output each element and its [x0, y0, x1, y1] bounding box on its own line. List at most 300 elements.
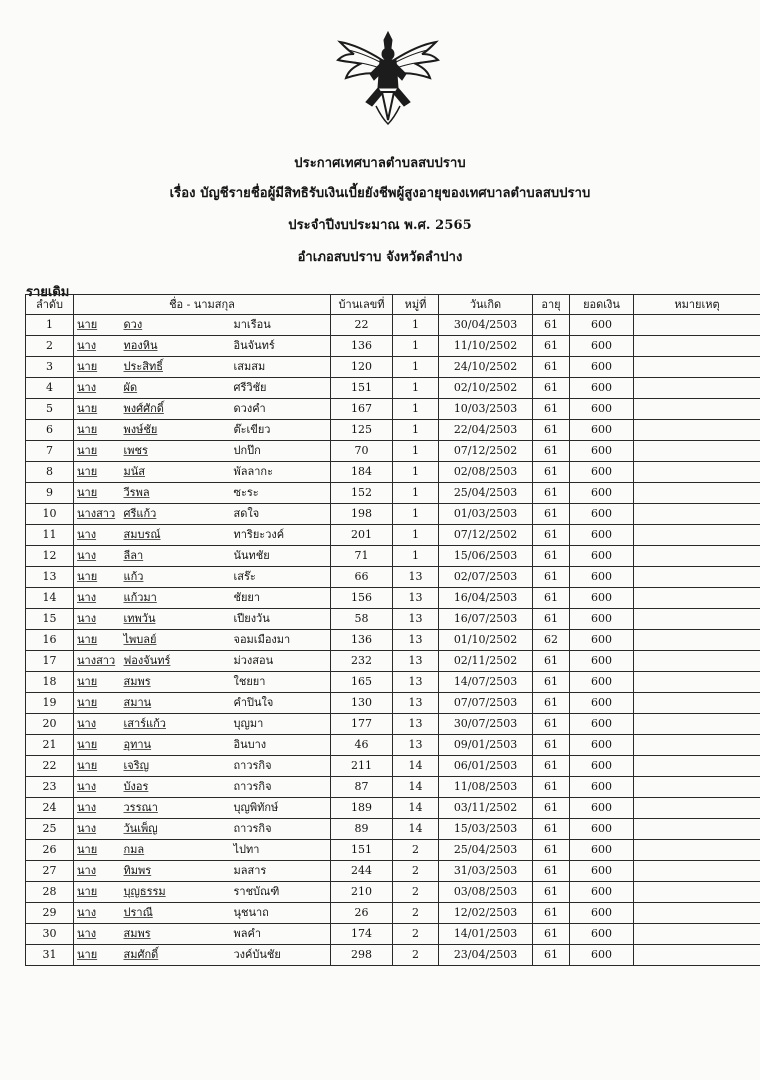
last-name-cell: ซะระ [231, 483, 331, 504]
table-row [26, 861, 760, 882]
house-number-cell: 70 [331, 441, 393, 462]
table-row [26, 735, 760, 756]
village-number-cell: 2 [393, 840, 439, 861]
row-number-cell: 3 [26, 357, 74, 378]
amount-cell: 600 [570, 756, 634, 777]
table-row [26, 672, 760, 693]
row-number-cell: 15 [26, 609, 74, 630]
row-number-cell: 20 [26, 714, 74, 735]
table-row [26, 630, 760, 651]
house-number-cell: 136 [331, 630, 393, 651]
date-of-birth-cell: 16/04/2503 [439, 588, 533, 609]
table-row [26, 756, 760, 777]
row-number-cell: 19 [26, 693, 74, 714]
amount-cell: 600 [570, 735, 634, 756]
age-cell: 61 [533, 357, 570, 378]
note-cell [634, 399, 760, 420]
amount-cell: 600 [570, 672, 634, 693]
first-name-cell: แก้วมา [121, 588, 231, 609]
date-of-birth-cell: 01/10/2502 [439, 630, 533, 651]
table-header-row [26, 295, 760, 315]
date-of-birth-cell: 07/12/2502 [439, 441, 533, 462]
row-number-cell: 17 [26, 651, 74, 672]
table-row [26, 546, 760, 567]
age-cell: 61 [533, 945, 570, 966]
row-number-cell: 30 [26, 924, 74, 945]
house-number-cell: 244 [331, 861, 393, 882]
name-title-cell: นาย [74, 756, 121, 777]
first-name-cell: ทองหิน [121, 336, 231, 357]
amount-cell: 600 [570, 903, 634, 924]
name-title-cell: นาง [74, 903, 121, 924]
amount-cell: 600 [570, 441, 634, 462]
first-name-cell: วันเพ็ญ [121, 819, 231, 840]
last-name-cell: ถาวรกิจ [231, 756, 331, 777]
date-of-birth-cell: 16/07/2503 [439, 609, 533, 630]
note-cell [634, 567, 760, 588]
age-cell: 62 [533, 630, 570, 651]
date-of-birth-cell: 07/07/2503 [439, 693, 533, 714]
house-number-cell: 184 [331, 462, 393, 483]
age-cell: 61 [533, 462, 570, 483]
name-title-cell: นาย [74, 483, 121, 504]
row-number-cell: 4 [26, 378, 74, 399]
section-label: รายเดิม [26, 285, 70, 300]
age-cell: 61 [533, 924, 570, 945]
name-title-cell: นาย [74, 945, 121, 966]
name-title-cell: นาย [74, 735, 121, 756]
village-number-cell: 1 [393, 525, 439, 546]
house-number-cell: 298 [331, 945, 393, 966]
house-number-cell: 211 [331, 756, 393, 777]
name-title-cell: นางสาว [74, 651, 121, 672]
house-number-cell: 167 [331, 399, 393, 420]
first-name-cell: สมพร [121, 924, 231, 945]
table-row [26, 819, 760, 840]
last-name-cell: ถาวรกิจ [231, 777, 331, 798]
age-cell: 61 [533, 315, 570, 336]
first-name-cell: พงศ์ศักดิ์ [121, 399, 231, 420]
last-name-cell: เสร๊ะ [231, 567, 331, 588]
village-number-cell: 13 [393, 609, 439, 630]
name-title-cell: นาย [74, 357, 121, 378]
first-name-cell: สมศักดิ์ [121, 945, 231, 966]
row-number-cell: 9 [26, 483, 74, 504]
amount-cell: 600 [570, 399, 634, 420]
age-cell: 61 [533, 714, 570, 735]
note-cell [634, 714, 760, 735]
row-number-cell: 8 [26, 462, 74, 483]
age-cell: 61 [533, 861, 570, 882]
house-number-cell: 151 [331, 840, 393, 861]
row-number-cell: 22 [26, 756, 74, 777]
amount-cell: 600 [570, 336, 634, 357]
note-cell [634, 840, 760, 861]
row-number-cell: 23 [26, 777, 74, 798]
note-cell [634, 651, 760, 672]
date-of-birth-cell: 03/11/2502 [439, 798, 533, 819]
village-number-cell: 13 [393, 714, 439, 735]
last-name-cell: ปกป๊ก [231, 441, 331, 462]
note-cell [634, 315, 760, 336]
first-name-cell: วรรณา [121, 798, 231, 819]
last-name-cell: ใชยยา [231, 672, 331, 693]
house-number-cell: 26 [331, 903, 393, 924]
house-number-cell: 130 [331, 693, 393, 714]
last-name-cell: ศรีวิชัย [231, 378, 331, 399]
village-number-cell: 13 [393, 588, 439, 609]
note-cell [634, 357, 760, 378]
name-title-cell: นาย [74, 399, 121, 420]
last-name-cell: ชัยยา [231, 588, 331, 609]
first-name-cell: ผัด [121, 378, 231, 399]
table-row [26, 714, 760, 735]
amount-cell: 600 [570, 819, 634, 840]
first-name-cell: ดวง [121, 315, 231, 336]
last-name-cell: นันทชัย [231, 546, 331, 567]
age-cell: 61 [533, 735, 570, 756]
col-header-dob: วันเกิด [439, 295, 533, 315]
date-of-birth-cell: 07/12/2502 [439, 525, 533, 546]
last-name-cell: ดวงคำ [231, 399, 331, 420]
date-of-birth-cell: 24/10/2502 [439, 357, 533, 378]
age-cell: 61 [533, 798, 570, 819]
age-cell: 61 [533, 609, 570, 630]
last-name-cell: ทาริยะวงค์ [231, 525, 331, 546]
name-title-cell: นาง [74, 777, 121, 798]
last-name-cell: คำปินใจ [231, 693, 331, 714]
row-number-cell: 26 [26, 840, 74, 861]
village-number-cell: 1 [393, 336, 439, 357]
date-of-birth-cell: 10/03/2503 [439, 399, 533, 420]
note-cell [634, 378, 760, 399]
village-number-cell: 1 [393, 441, 439, 462]
row-number-cell: 2 [26, 336, 74, 357]
note-cell [634, 336, 760, 357]
age-cell: 61 [533, 378, 570, 399]
note-cell [634, 924, 760, 945]
note-cell [634, 945, 760, 966]
village-number-cell: 2 [393, 882, 439, 903]
table-body [26, 315, 760, 966]
date-of-birth-cell: 01/03/2503 [439, 504, 533, 525]
house-number-cell: 198 [331, 504, 393, 525]
table-row [26, 588, 760, 609]
note-cell [634, 693, 760, 714]
row-number-cell: 14 [26, 588, 74, 609]
last-name-cell: พลคำ [231, 924, 331, 945]
amount-cell: 600 [570, 483, 634, 504]
village-number-cell: 13 [393, 651, 439, 672]
row-number-cell: 16 [26, 630, 74, 651]
first-name-cell: ไพบลย์ [121, 630, 231, 651]
date-of-birth-cell: 03/08/2503 [439, 882, 533, 903]
row-number-cell: 10 [26, 504, 74, 525]
first-name-cell: สมบรณ์ [121, 525, 231, 546]
date-of-birth-cell: 14/07/2503 [439, 672, 533, 693]
last-name-cell: อินจันทร์ [231, 336, 331, 357]
date-of-birth-cell: 11/10/2502 [439, 336, 533, 357]
table-row [26, 378, 760, 399]
col-header-note: หมายเหตุ [634, 295, 760, 315]
name-title-cell: นาย [74, 315, 121, 336]
note-cell [634, 903, 760, 924]
row-number-cell: 18 [26, 672, 74, 693]
age-cell: 61 [533, 420, 570, 441]
table-row [26, 525, 760, 546]
table-row [26, 567, 760, 588]
row-number-cell: 31 [26, 945, 74, 966]
name-title-cell: นาง [74, 819, 121, 840]
name-title-cell: นาง [74, 588, 121, 609]
amount-cell: 600 [570, 882, 634, 903]
note-cell [634, 630, 760, 651]
row-number-cell: 27 [26, 861, 74, 882]
date-of-birth-cell: 25/04/2503 [439, 840, 533, 861]
house-number-cell: 151 [331, 378, 393, 399]
amount-cell: 600 [570, 630, 634, 651]
name-title-cell: นาย [74, 420, 121, 441]
age-cell: 61 [533, 693, 570, 714]
col-header-no: ลำดับ [26, 295, 74, 315]
village-number-cell: 14 [393, 756, 439, 777]
house-number-cell: 87 [331, 777, 393, 798]
amount-cell: 600 [570, 546, 634, 567]
note-cell [634, 861, 760, 882]
date-of-birth-cell: 15/03/2503 [439, 819, 533, 840]
announcement-title: ประกาศเทศบาลตำบลสบปราบ [294, 156, 466, 171]
first-name-cell: กมล [121, 840, 231, 861]
amount-cell: 600 [570, 588, 634, 609]
table-row [26, 336, 760, 357]
amount-cell: 600 [570, 420, 634, 441]
house-number-cell: 232 [331, 651, 393, 672]
date-of-birth-cell: 31/03/2503 [439, 861, 533, 882]
village-number-cell: 13 [393, 672, 439, 693]
amount-cell: 600 [570, 378, 634, 399]
first-name-cell: พงษ์ชัย [121, 420, 231, 441]
date-of-birth-cell: 06/01/2503 [439, 756, 533, 777]
garuda-emblem-icon [336, 30, 440, 126]
name-title-cell: นาย [74, 693, 121, 714]
house-number-cell: 189 [331, 798, 393, 819]
note-cell [634, 546, 760, 567]
col-header-moo: หมู่ที่ [393, 295, 439, 315]
table-row [26, 357, 760, 378]
name-title-cell: นาง [74, 546, 121, 567]
col-header-amount: ยอดเงิน [570, 295, 634, 315]
amount-cell: 600 [570, 798, 634, 819]
first-name-cell: วีรพล [121, 483, 231, 504]
table-row [26, 693, 760, 714]
village-number-cell: 14 [393, 777, 439, 798]
name-title-cell: นาย [74, 567, 121, 588]
amount-cell: 600 [570, 651, 634, 672]
first-name-cell: เจริญ [121, 756, 231, 777]
note-cell [634, 483, 760, 504]
first-name-cell: สมาน [121, 693, 231, 714]
note-cell [634, 882, 760, 903]
first-name-cell: ประสิทธิ์ [121, 357, 231, 378]
last-name-cell: วงค์บันชัย [231, 945, 331, 966]
name-title-cell: นาย [74, 462, 121, 483]
name-title-cell: นาง [74, 336, 121, 357]
age-cell: 61 [533, 651, 570, 672]
note-cell [634, 609, 760, 630]
name-title-cell: นาง [74, 861, 121, 882]
name-title-cell: นาง [74, 378, 121, 399]
beneficiary-table [25, 294, 760, 966]
date-of-birth-cell: 30/04/2503 [439, 315, 533, 336]
note-cell [634, 777, 760, 798]
last-name-cell: พัลลากะ [231, 462, 331, 483]
house-number-cell: 71 [331, 546, 393, 567]
row-number-cell: 13 [26, 567, 74, 588]
village-number-cell: 2 [393, 924, 439, 945]
age-cell: 61 [533, 756, 570, 777]
name-title-cell: นาย [74, 441, 121, 462]
note-cell [634, 588, 760, 609]
amount-cell: 600 [570, 567, 634, 588]
date-of-birth-cell: 02/10/2502 [439, 378, 533, 399]
first-name-cell: แก้ว [121, 567, 231, 588]
house-number-cell: 22 [331, 315, 393, 336]
amount-cell: 600 [570, 525, 634, 546]
house-number-cell: 201 [331, 525, 393, 546]
last-name-cell: มาเรือน [231, 315, 331, 336]
district-province-line: อำเภอสบปราบ จังหวัดลำปาง [297, 250, 463, 265]
row-number-cell: 11 [26, 525, 74, 546]
note-cell [634, 525, 760, 546]
last-name-cell: ต๊ะเขียว [231, 420, 331, 441]
note-cell [634, 462, 760, 483]
table-row [26, 399, 760, 420]
age-cell: 61 [533, 819, 570, 840]
house-number-cell: 46 [331, 735, 393, 756]
date-of-birth-cell: 15/06/2503 [439, 546, 533, 567]
amount-cell: 600 [570, 924, 634, 945]
first-name-cell: อุทาน [121, 735, 231, 756]
first-name-cell: ฟองจันทร์ [121, 651, 231, 672]
first-name-cell: บังอร [121, 777, 231, 798]
last-name-cell: ม่วงสอน [231, 651, 331, 672]
last-name-cell: อินบาง [231, 735, 331, 756]
table-row [26, 609, 760, 630]
subject-line: เรื่อง บัญชีรายชื่อผู้มีสิทธิรับเงินเบี้ยยังชีพผู้สูงอายุของเทศบาลตำบลสบปราบ [169, 186, 591, 201]
date-of-birth-cell: 23/04/2503 [439, 945, 533, 966]
row-number-cell: 6 [26, 420, 74, 441]
note-cell [634, 441, 760, 462]
date-of-birth-cell: 02/07/2503 [439, 567, 533, 588]
note-cell [634, 504, 760, 525]
last-name-cell: บุญมา [231, 714, 331, 735]
first-name-cell: บุญธรรม [121, 882, 231, 903]
name-title-cell: นาย [74, 882, 121, 903]
date-of-birth-cell: 22/04/2503 [439, 420, 533, 441]
date-of-birth-cell: 02/11/2502 [439, 651, 533, 672]
village-number-cell: 13 [393, 630, 439, 651]
row-number-cell: 21 [26, 735, 74, 756]
date-of-birth-cell: 30/07/2503 [439, 714, 533, 735]
date-of-birth-cell: 25/04/2503 [439, 483, 533, 504]
last-name-cell: เสมสม [231, 357, 331, 378]
table-row [26, 777, 760, 798]
first-name-cell: ทิมพร [121, 861, 231, 882]
last-name-cell: บุญพิทักษ์ [231, 798, 331, 819]
first-name-cell: เสาร์แก้ว [121, 714, 231, 735]
age-cell: 61 [533, 903, 570, 924]
table-row [26, 483, 760, 504]
village-number-cell: 2 [393, 903, 439, 924]
amount-cell: 600 [570, 861, 634, 882]
first-name-cell: ปราณี [121, 903, 231, 924]
amount-cell: 600 [570, 693, 634, 714]
row-number-cell: 5 [26, 399, 74, 420]
village-number-cell: 14 [393, 819, 439, 840]
house-number-cell: 66 [331, 567, 393, 588]
house-number-cell: 136 [331, 336, 393, 357]
village-number-cell: 2 [393, 861, 439, 882]
house-number-cell: 165 [331, 672, 393, 693]
amount-cell: 600 [570, 945, 634, 966]
age-cell: 61 [533, 588, 570, 609]
col-header-age: อายุ [533, 295, 570, 315]
last-name-cell: สดใจ [231, 504, 331, 525]
last-name-cell: ราชบัณฑิ [231, 882, 331, 903]
age-cell: 61 [533, 441, 570, 462]
date-of-birth-cell: 14/01/2503 [439, 924, 533, 945]
amount-cell: 600 [570, 840, 634, 861]
age-cell: 61 [533, 777, 570, 798]
date-of-birth-cell: 09/01/2503 [439, 735, 533, 756]
row-number-cell: 7 [26, 441, 74, 462]
village-number-cell: 1 [393, 546, 439, 567]
age-cell: 61 [533, 399, 570, 420]
date-of-birth-cell: 12/02/2503 [439, 903, 533, 924]
amount-cell: 600 [570, 357, 634, 378]
village-number-cell: 1 [393, 378, 439, 399]
house-number-cell: 89 [331, 819, 393, 840]
note-cell [634, 735, 760, 756]
table-row [26, 441, 760, 462]
last-name-cell: มลสาร [231, 861, 331, 882]
note-cell [634, 756, 760, 777]
table-row [26, 504, 760, 525]
name-title-cell: นางสาว [74, 504, 121, 525]
house-number-cell: 156 [331, 588, 393, 609]
amount-cell: 600 [570, 777, 634, 798]
house-number-cell: 152 [331, 483, 393, 504]
last-name-cell: ไปทา [231, 840, 331, 861]
note-cell [634, 420, 760, 441]
table-row [26, 420, 760, 441]
name-title-cell: นาย [74, 840, 121, 861]
village-number-cell: 1 [393, 483, 439, 504]
age-cell: 61 [533, 525, 570, 546]
village-number-cell: 1 [393, 504, 439, 525]
first-name-cell: เทพวัน [121, 609, 231, 630]
name-title-cell: นาง [74, 798, 121, 819]
row-number-cell: 12 [26, 546, 74, 567]
village-number-cell: 13 [393, 567, 439, 588]
note-cell [634, 672, 760, 693]
house-number-cell: 177 [331, 714, 393, 735]
table-row [26, 462, 760, 483]
last-name-cell: เปียงวัน [231, 609, 331, 630]
name-title-cell: นาง [74, 714, 121, 735]
village-number-cell: 1 [393, 420, 439, 441]
row-number-cell: 29 [26, 903, 74, 924]
